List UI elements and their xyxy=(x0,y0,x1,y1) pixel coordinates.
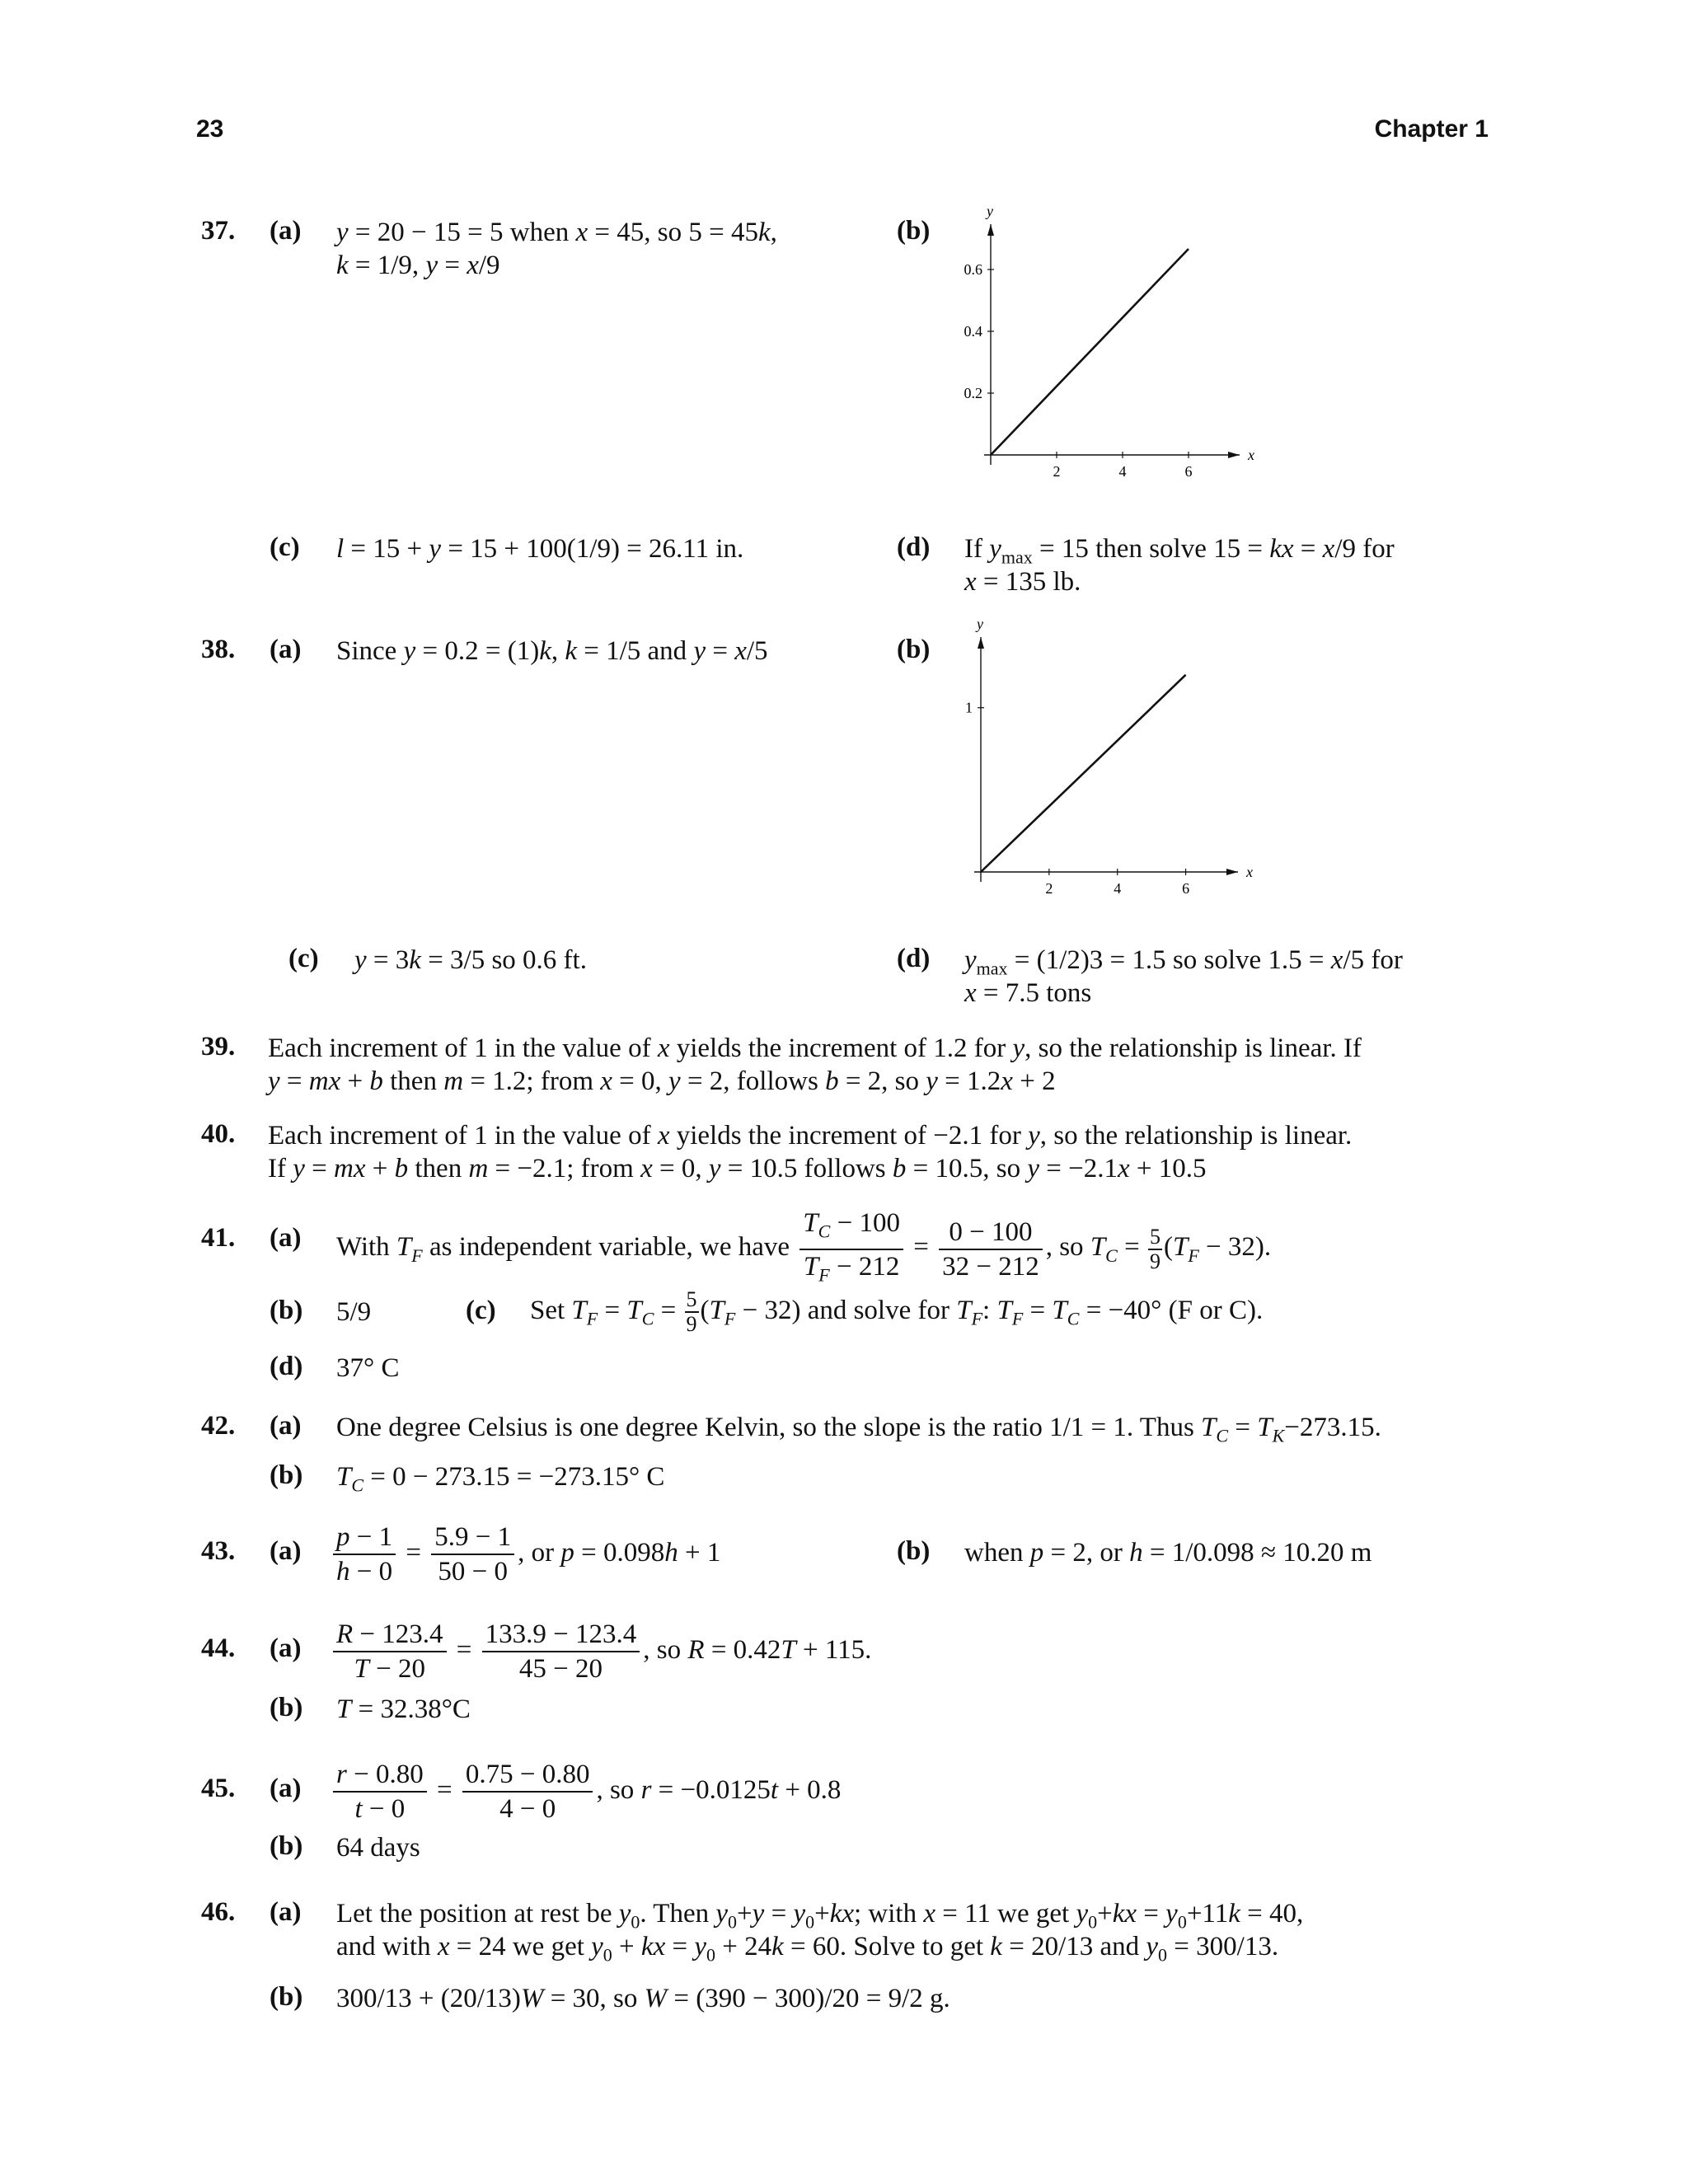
y-tick-label: 1 xyxy=(965,699,973,716)
x-tick-label: 2 xyxy=(1053,463,1061,480)
chart-38-plot xyxy=(965,616,1253,897)
problem-37-d-line2: x = 135 lb. xyxy=(964,567,1081,597)
chart-37 xyxy=(948,203,1261,494)
problem-42-b-text: $T_C = 0 - 273.15 = -273.15^\circ$ C xyxy=(336,1462,665,1496)
problem-41-b-text: 5/9 xyxy=(336,1297,372,1327)
problem-39-number: 39. xyxy=(201,1032,236,1062)
problem-38-d-line1: $y_{max} = (1/2)3 = 1.5$ so solve 1.5 = x/5 for xyxy=(964,945,1403,979)
problem-43-b-text: when p = 2, or h = 1/0.098 ≈ 10.20 m xyxy=(964,1538,1372,1568)
chart-38 xyxy=(948,616,1261,907)
y-axis-arrow xyxy=(978,637,984,649)
y-tick-label: 0.4 xyxy=(964,323,982,340)
problem-38-c-text: y = 3k = 3/5 so 0.6 ft. xyxy=(354,945,587,975)
problem-45-number: 45. xyxy=(201,1774,236,1803)
problem-41-c-label: (c) xyxy=(466,1296,496,1325)
problem-46-b-text: 300/13 + (20/13)W = 30, so W = (390 − 300)/20 = 9/2 g. xyxy=(336,1984,950,2013)
problem-38-a-text: Since y = 0.2 = (1)k, k = 1/5 and y = x/5 xyxy=(336,636,768,666)
page-number: 23 xyxy=(196,115,224,143)
problem-38-a-label: (a) xyxy=(270,635,302,664)
problem-44-a-text: $\frac{R - 123.4}{T - 20}$ = $\frac{133.9 - 123.4}{45 - 20}$ , so R = 0.42T + 115. xyxy=(330,1617,871,1685)
series-line xyxy=(991,249,1189,455)
x-tick-label: 4 xyxy=(1114,880,1122,897)
problem-38-number: 38. xyxy=(201,635,236,664)
series-line xyxy=(981,675,1186,872)
problem-37-d-line1: If $y_{max} = 15$ then solve 15 = kx = x/9 for xyxy=(964,534,1395,568)
problem-37-c-text: l = 15 + y = 15 + 100(1/9) = 26.11 in. xyxy=(336,534,744,564)
problem-38-b-label: (b) xyxy=(897,635,931,664)
problem-40-line2: If y = mx + b then m = −2.1; from x = 0, y = 10.5 follows b = 10.5, so y = −2.1x + 10.5 xyxy=(268,1154,1207,1183)
problem-40-line1: Each increment of 1 in the value of x yields the increment of −2.1 for y, so the relationship is linear. xyxy=(268,1121,1353,1151)
y-axis-label: y xyxy=(987,203,993,219)
problem-38-d-line2: x = 7.5 tons xyxy=(964,978,1092,1008)
problem-41-a-label: (a) xyxy=(270,1223,302,1253)
y-tick-label: 0.6 xyxy=(964,261,982,278)
problem-39-line1: Each increment of 1 in the value of x yields the increment of 1.2 for y, so the relationship is linear. If xyxy=(268,1033,1362,1063)
problem-42-number: 42. xyxy=(201,1411,236,1441)
problem-43-b-label: (b) xyxy=(897,1536,931,1566)
problem-42-a-text: One degree Celsius is one degree Kelvin, so the slope is the ratio 1/1 = 1. Thus $T_C = T_K-273.15$. xyxy=(336,1413,1381,1446)
y-axis-label: y xyxy=(977,616,983,632)
problem-41-b-label: (b) xyxy=(270,1296,303,1325)
problem-45-b-text: 64 days xyxy=(336,1833,420,1863)
problem-41-d-label: (d) xyxy=(270,1352,303,1381)
problem-39-line2: y = mx + b then m = 1.2; from x = 0, y = 2, follows b = 2, so y = 1.2x + 2 xyxy=(268,1066,1056,1096)
problem-41-number: 41. xyxy=(201,1223,236,1253)
problem-46-a-line2: and with x = 24 we get $y_0$ + kx = $y_0 + 24k = 60$. Solve to get k = 20/13 and $y_0 = 300/13$. xyxy=(336,1932,1279,1966)
chapter-title: Chapter 1 xyxy=(1374,115,1489,143)
problem-38-d-label: (d) xyxy=(897,944,931,973)
problem-43-a-text: $\frac{p - 1}{h - 0}$ = $\frac{5.9 - 1}{50 - 0}$ , or p = 0.098h + 1 xyxy=(330,1520,720,1588)
problem-37-c-label: (c) xyxy=(270,532,300,562)
y-axis-arrow xyxy=(987,224,994,236)
problem-37-a-line2: k = 1/9, y = x/9 xyxy=(336,251,500,280)
problem-44-number: 44. xyxy=(201,1633,236,1663)
problem-44-b-label: (b) xyxy=(270,1693,303,1722)
problem-43-number: 43. xyxy=(201,1536,236,1566)
problem-44-b-text: T = 32.38°C xyxy=(336,1694,471,1724)
x-axis-label: x xyxy=(1248,447,1254,463)
x-tick-label: 6 xyxy=(1182,880,1190,897)
problem-38-c-label: (c) xyxy=(288,944,319,973)
y-tick-label: 0.2 xyxy=(964,385,982,401)
problem-41-d-text: 37° C xyxy=(336,1353,400,1383)
x-axis-arrow xyxy=(1228,452,1240,458)
chart-37-plot xyxy=(964,203,1255,480)
x-axis-arrow xyxy=(1226,869,1238,875)
x-tick-label: 2 xyxy=(1045,880,1053,897)
problem-37-a-label: (a) xyxy=(270,216,302,246)
problem-45-a-label: (a) xyxy=(270,1774,302,1803)
problem-42-b-label: (b) xyxy=(270,1460,303,1490)
problem-41-a-text: With $T_F$ as independent variable, we have $\frac{T_C - 100}{T_F - 212}$ = $\frac{0 - 100}{32 - 212}$ , so $T_C$ = $\frac{5}{9}$ $(T_F - 32)$. xyxy=(336,1208,1272,1286)
x-tick-label: 6 xyxy=(1184,463,1193,480)
problem-40-number: 40. xyxy=(201,1119,236,1149)
problem-46-a-line1: Let the position at rest be $y_0$. Then $y_0+y = y_0+kx$; with x = 11 we get $y_0+kx = y_0+11k = 40$, xyxy=(336,1899,1304,1933)
problem-46-a-label: (a) xyxy=(270,1897,302,1927)
problem-42-a-label: (a) xyxy=(270,1411,302,1441)
problem-44-a-label: (a) xyxy=(270,1633,302,1663)
problem-45-a-text: $\frac{r - 0.80}{t - 0}$ = $\frac{0.75 - 0.80}{4 - 0}$ , so r = −0.0125t + 0.8 xyxy=(330,1757,841,1825)
problem-37-number: 37. xyxy=(201,216,236,246)
problem-37-b-label: (b) xyxy=(897,216,931,246)
problem-46-b-label: (b) xyxy=(270,1982,303,2012)
problem-45-b-label: (b) xyxy=(270,1831,303,1861)
problem-41-c-text: Set $T_F = T_C$ = $\frac{5}{9}$ $(T_F - 32)$ and solve for $T_F$: $T_F = T_C = -40^\circ$ (F or C). xyxy=(530,1287,1264,1337)
problem-43-a-label: (a) xyxy=(270,1536,302,1566)
problem-37-a-line1: y = 20 − 15 = 5 when x = 45, so 5 = 45k, xyxy=(336,218,777,247)
problem-37-d-label: (d) xyxy=(897,532,931,562)
problem-46-number: 46. xyxy=(201,1897,236,1927)
x-tick-label: 4 xyxy=(1118,463,1127,480)
x-axis-label: x xyxy=(1246,864,1253,880)
